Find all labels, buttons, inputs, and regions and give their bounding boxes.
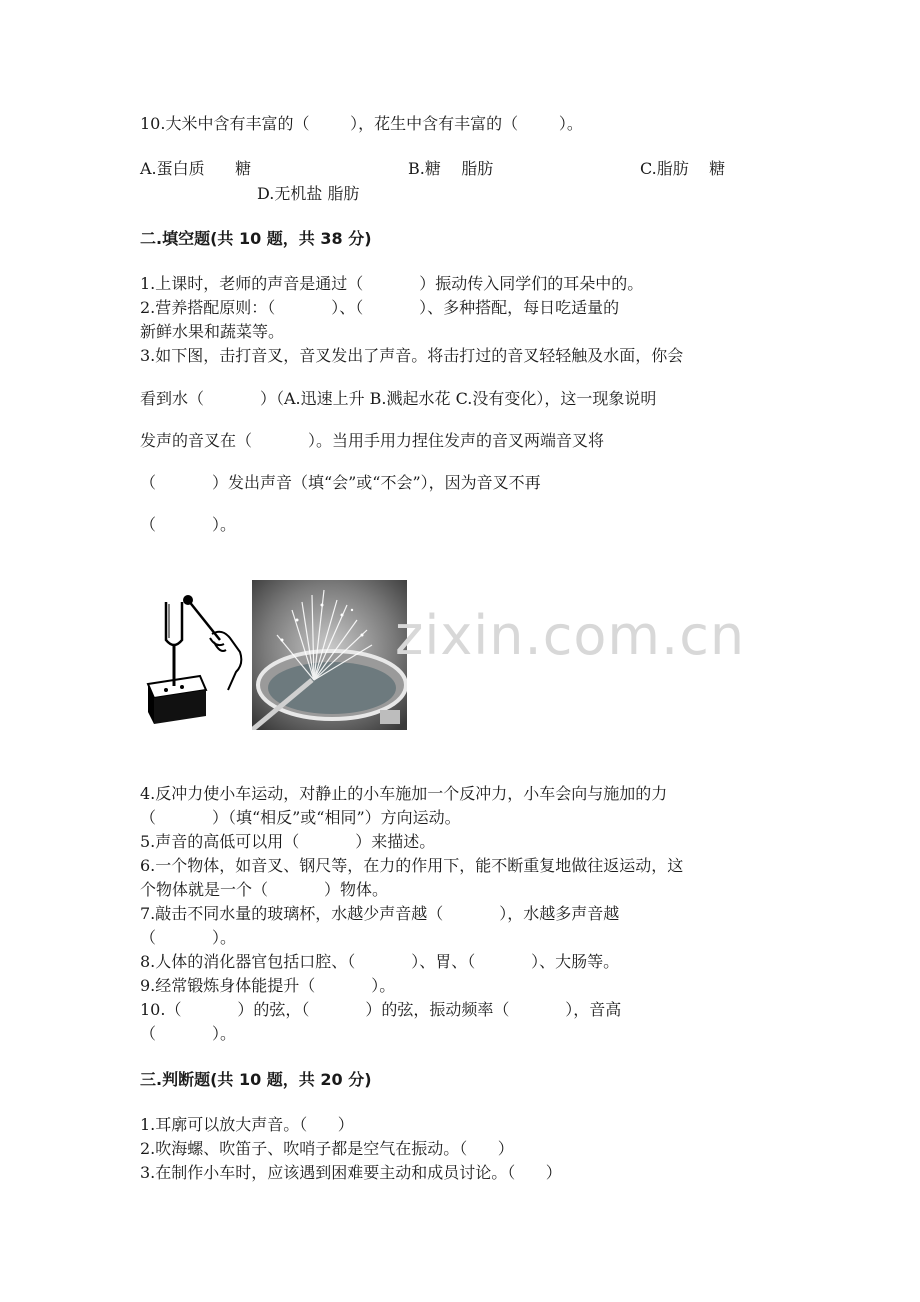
water-splash-photo	[252, 580, 407, 730]
fill-line: （ ）发出声音（填“会”或“不会”），因为音叉不再	[140, 473, 541, 492]
fill-line: 7.敲击不同水量的玻璃杯，水越少声音越（ ），水越多声音越	[140, 904, 620, 923]
fill-line: 9.经常锻炼身体能提升（ ）。	[140, 976, 396, 995]
option-b: B.糖 脂肪	[408, 159, 494, 178]
fill-line: 1.上课时，老师的声音是通过（ ）振动传入同学们的耳朵中的。	[140, 274, 644, 293]
watermark: zixin.com.cn	[395, 604, 746, 667]
option-c: C.脂肪 糖	[640, 159, 726, 178]
fill-line: 8.人体的消化器官包括口腔、（ ）、胃、（ ）、大肠等。	[140, 952, 620, 971]
fill-line: 2.营养搭配原则：（ ）、（ ）、多种搭配，每日吃适量的	[140, 298, 620, 317]
fill-line: 个物体就是一个（ ）物体。	[140, 880, 388, 899]
fill-line: 10.（ ）的弦，（ ）的弦，振动频率（ ），音高	[140, 1000, 622, 1019]
section-3-title: 三.判断题(共 10 题，共 20 分)	[140, 1070, 372, 1089]
fill-line: （ ）。	[140, 928, 236, 947]
judge-line: 3.在制作小车时，应该遇到困难要主动和成员讨论。（ ）	[140, 1163, 562, 1182]
fill-line: 看到水（ ）（A.迅速上升 B.溅起水花 C.没有变化），这一现象说明	[140, 389, 657, 408]
fill-line: 3.如下图，击打音叉，音叉发出了声音。将击打过的音叉轻轻触及水面，你会	[140, 346, 684, 365]
option-a: A.蛋白质 糖	[140, 159, 252, 178]
judge-line: 2.吹海螺、吹笛子、吹哨子都是空气在振动。（ ）	[140, 1139, 514, 1158]
fill-line: 6.一个物体，如音叉、钢尺等，在力的作用下，能不断重复地做往返运动，这	[140, 856, 684, 875]
fill-line: 发声的音叉在（ ）。当用手用力捏住发声的音叉两端音叉将	[140, 431, 604, 450]
fill-line: （ ）。	[140, 1024, 236, 1043]
question-10-text: 10.大米中含有丰富的（ ），花生中含有丰富的（ ）。	[140, 114, 583, 133]
tuning-fork-drawing	[140, 592, 250, 732]
section-2-title: 二.填空题(共 10 题，共 38 分)	[140, 229, 372, 248]
fill-line: （ ）（填“相反”或“相同”）方向运动。	[140, 808, 461, 827]
option-d: D.无机盐 脂肪	[257, 184, 360, 203]
fill-line: 4.反冲力使小车运动，对静止的小车施加一个反冲力，小车会向与施加的力	[140, 784, 668, 803]
fill-line: 5.声音的高低可以用（ ）来描述。	[140, 832, 436, 851]
fill-line: 新鲜水果和蔬菜等。	[140, 322, 285, 341]
judge-line: 1.耳廓可以放大声音。（ ）	[140, 1115, 354, 1134]
fill-line: （ ）。	[140, 515, 236, 534]
